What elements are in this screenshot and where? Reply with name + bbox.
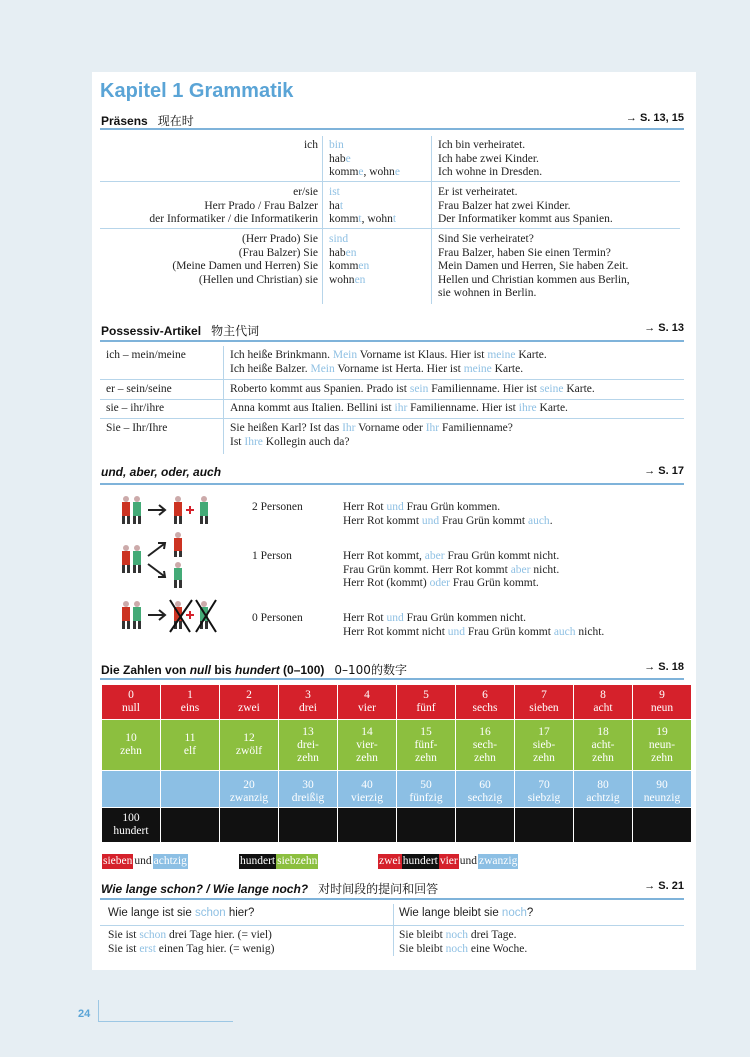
two-persons-illustration — [118, 493, 214, 529]
number-cell: 19 neun- zehn — [633, 720, 692, 771]
section-heading-dauer: Wie lange schon? / Wie lange noch? 对时间段的提问和回答 — [101, 882, 439, 896]
number-cell: 20 zwanzig — [220, 771, 279, 808]
number-cell: 90 neunzig — [633, 771, 692, 808]
number-cell: 30 dreißig — [279, 771, 338, 808]
person-count: 1 Person — [252, 550, 292, 562]
number-cell — [397, 808, 456, 843]
example-sentence: Herr Rot und Frau Grün kommen nicht. Herr Rot kommt nicht und Frau Grün kommt auch nicht. — [343, 612, 605, 638]
compound-example-87: sieben und achtzig — [103, 855, 187, 867]
zero-persons-illustration — [118, 598, 218, 634]
pronoun-label: Sie – Ihr/Ihre — [106, 422, 168, 434]
number-cell: 11 elf — [161, 720, 220, 771]
number-cell: 50 fünfzig — [397, 771, 456, 808]
number-cell: 60 sechzig — [456, 771, 515, 808]
number-cell: 12 zwölf — [220, 720, 279, 771]
section-heading-konjunktionen: und, aber, oder, auch — [101, 465, 222, 479]
compound-example-224: zwei hundert vier und zwanzig — [379, 855, 518, 867]
number-cell: 4 vier — [338, 685, 397, 720]
one-person-illustration — [118, 530, 214, 590]
verb-form-cell: sind haben kommen wohnen — [329, 233, 370, 286]
answer-right: Sie bleibt noch eine Woche. — [399, 943, 528, 955]
pronoun-cell: (Herr Prado) Sie (Frau Balzer) Sie (Meine Damen und Herren) Sie (Hellen und Christian) sie — [172, 233, 318, 286]
answer-right: Sie bleibt noch drei Tage. — [399, 929, 517, 941]
number-cell — [338, 808, 397, 843]
person-count: 2 Personen — [252, 501, 303, 513]
page-title: Kapitel 1 Grammatik — [100, 80, 294, 102]
person-green-icon — [133, 496, 141, 524]
arrow-up-right-icon — [148, 543, 165, 556]
number-cell: 14 vier- zehn — [338, 720, 397, 771]
number-cell — [220, 808, 279, 843]
question-left: Wie lange ist sie schon hier? — [108, 907, 255, 919]
arrow-down-right-icon — [148, 564, 165, 577]
example-sentence: Roberto kommt aus Spanien. Prado ist sein Familienname. Hier ist seine Karte. — [230, 383, 595, 395]
number-cell — [161, 771, 220, 808]
question-right: Wie lange bleibt sie noch? — [399, 907, 534, 919]
number-cell: 80 achtzig — [574, 771, 633, 808]
example-sentence: Anna kommt aus Italien. Bellini ist ihr Familienname. Hier ist ihre Karte. — [230, 402, 568, 414]
pronoun-cell: ich — [303, 139, 318, 151]
number-cell: 13 drei- zehn — [279, 720, 338, 771]
number-cell: 9 neun — [633, 685, 692, 720]
number-cell: 0 null — [102, 685, 161, 720]
section-heading-possessiv: Possessiv-Artikel 物主代词 — [101, 324, 260, 338]
number-cell: 100 hundert — [102, 808, 161, 843]
example-sentence: Herr Rot und Frau Grün kommen. Herr Rot kommt und Frau Grün kommt auch. — [343, 501, 553, 527]
number-cell — [161, 808, 220, 843]
person-red-icon — [122, 496, 130, 524]
page-number: 24 — [78, 1008, 91, 1020]
number-cell: 2 zwei — [220, 685, 279, 720]
number-cell: 16 sech- zehn — [456, 720, 515, 771]
section-heading-praesens: Präsens 现在时 — [101, 114, 194, 128]
number-cell: 17 sieb- zehn — [515, 720, 574, 771]
number-cell — [102, 771, 161, 808]
compound-example-117: hundert siebzehn — [240, 855, 318, 867]
page-ref-konjunktionen: → S. 17 — [644, 465, 684, 477]
number-cell: 15 fünf- zehn — [397, 720, 456, 771]
answer-left: Sie ist schon drei Tage hier. (= viel) — [108, 929, 272, 941]
page-ref-dauer: → S. 21 — [644, 880, 684, 892]
number-cell — [574, 808, 633, 843]
pronoun-label: ich – mein/meine — [106, 349, 186, 361]
example-sentence: Ich heiße Brinkmann. Mein Vorname ist Klaus. Hier ist meine Karte. Ich heiße Balzer. Mein Vorname ist Herta. Hier ist meine Karte. — [230, 349, 547, 375]
number-cell: 7 sieben — [515, 685, 574, 720]
number-cell — [515, 808, 574, 843]
example-cell: Ich bin verheiratet. Ich habe zwei Kinder. Ich wohne in Dresden. — [438, 139, 543, 178]
plus-icon — [186, 506, 194, 514]
example-sentence: Sie heißen Karl? Ist das Ihr Vorname oder Ihr Familienname? Ist Ihre Kollegin auch da? — [230, 422, 513, 448]
number-cell: 5 fünf — [397, 685, 456, 720]
number-cell: 3 drei — [279, 685, 338, 720]
number-cell — [633, 808, 692, 843]
number-cell: 8 acht — [574, 685, 633, 720]
pronoun-cell: er/sie Herr Prado / Frau Balzer der Informatiker / die Informatikerin — [149, 186, 318, 225]
example-sentence: Herr Rot kommt, aber Frau Grün kommt nicht. Frau Grün kommt. Herr Rot kommt aber nicht. Herr Rot (kommt) oder Frau Grün kommt. — [343, 550, 560, 589]
arrow-right-icon — [148, 505, 165, 515]
number-cell: 40 vierzig — [338, 771, 397, 808]
numbers-table — [101, 684, 692, 843]
number-cell: 10 zehn — [102, 720, 161, 771]
page-ref-possessiv: → S. 13 — [644, 322, 684, 334]
number-cell: 70 siebzig — [515, 771, 574, 808]
number-cell: 1 eins — [161, 685, 220, 720]
number-cell: 18 acht- zehn — [574, 720, 633, 771]
number-cell — [279, 808, 338, 843]
verb-form-cell: bin habe komme, wohne — [329, 139, 400, 178]
answer-left: Sie ist erst einen Tag hier. (= wenig) — [108, 943, 275, 955]
pronoun-label: er – sein/seine — [106, 383, 172, 395]
verb-form-cell: ist hat kommt, wohnt — [329, 186, 397, 225]
page-ref-zahlen: → S. 18 — [644, 661, 684, 673]
person-count: 0 Personen — [252, 612, 303, 624]
example-cell: Sind Sie verheiratet? Frau Balzer, haben Sie einen Termin? Mein Damen und Herren, Sie haben Zeit. Hellen und Christian kommen aus Berlin, sie wohnen in Berlin. — [438, 233, 630, 299]
pronoun-label: sie – ihr/ihre — [106, 402, 165, 414]
page-ref-praesens: → S. 13, 15 — [625, 112, 684, 124]
example-cell: Er ist verheiratet. Frau Balzer hat zwei Kinder. Der Informatiker kommt aus Spanien. — [438, 186, 613, 225]
number-cell: 6 sechs — [456, 685, 515, 720]
section-heading-zahlen: Die Zahlen von null bis hundert (0–100) 0–100的数字 — [101, 663, 407, 677]
number-cell — [456, 808, 515, 843]
